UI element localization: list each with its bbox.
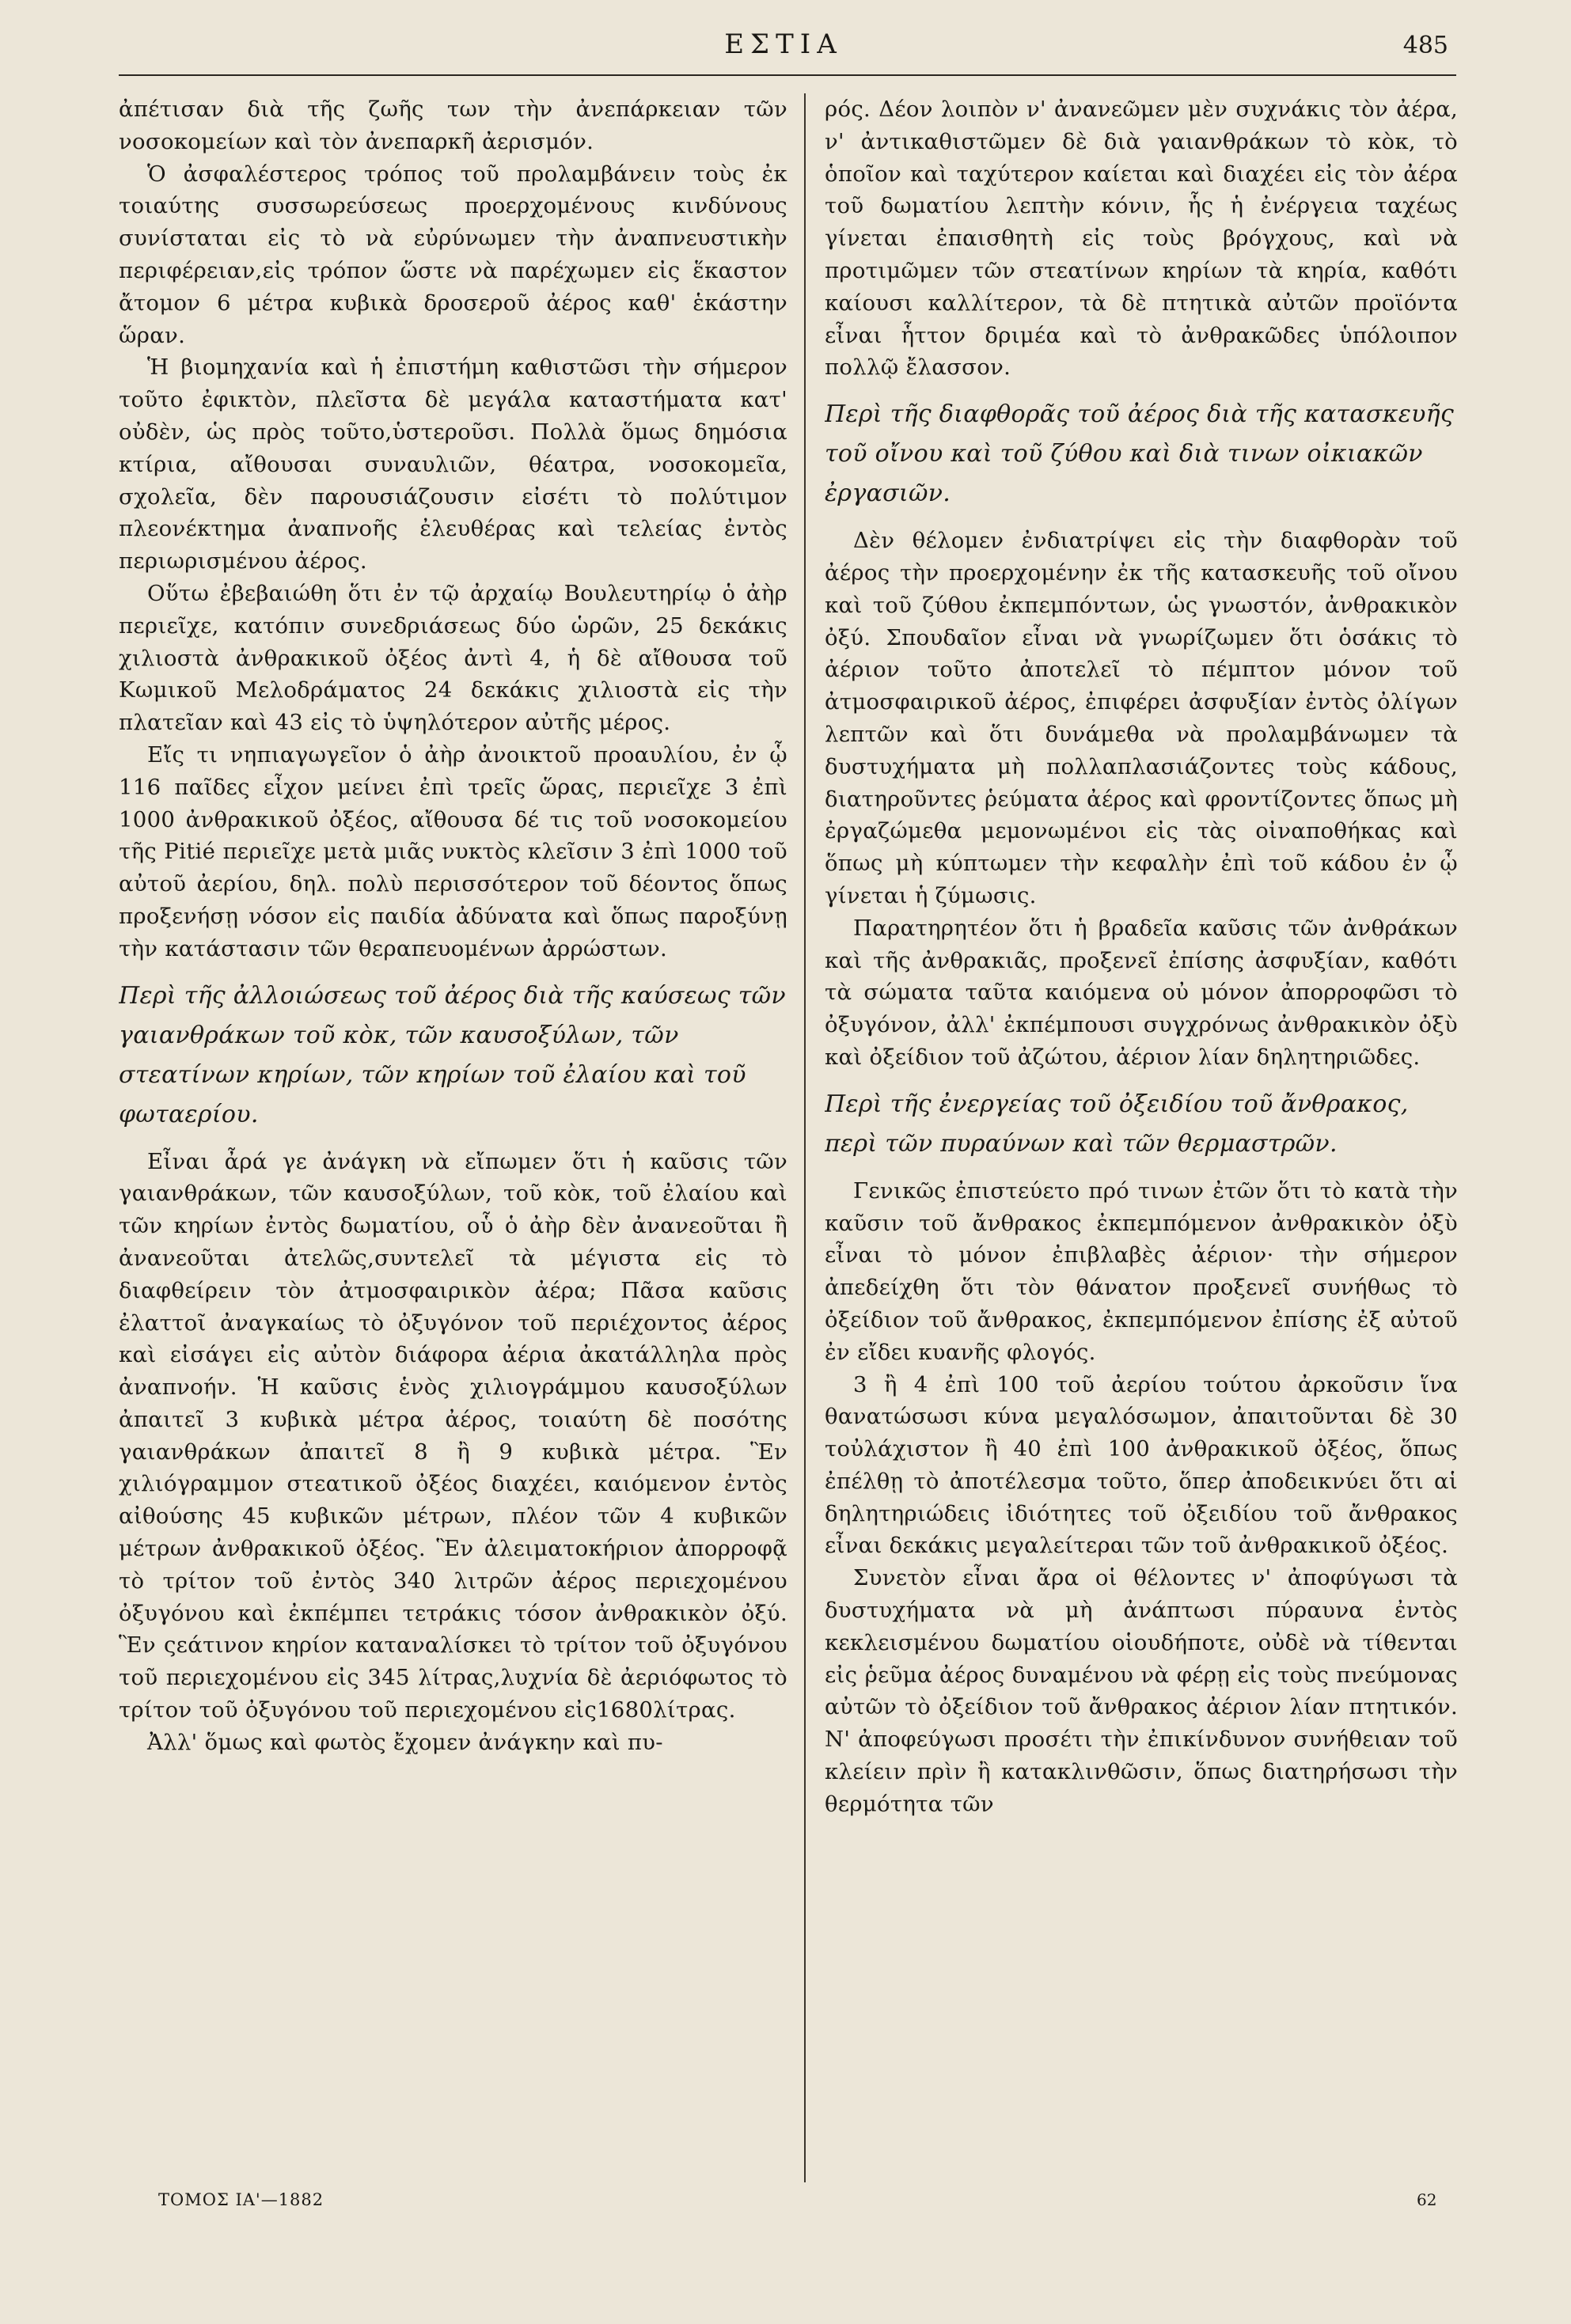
left-column xyxy=(119,93,787,2182)
left-paragraph-4: Οὕτω ἐβεβαιώθη ὅτι ἐν τῷ ἀρχαίῳ Βουλευτηρίῳ ὁ ἀὴρ περιεῖχε, κατόπιν συνεδριάσεως δύο ὡρῶν, 25 δεκάκις χιλιοστὰ ἀνθρακικοῦ ὀξέος ἀντὶ 4, ἡ δὲ αἴθουσα τοῦ Κωμικοῦ Μελοδράματος 24 δεκάκις χιλιοστὰ εἰς τὴν πλατεῖαν καὶ 43 εἰς τὸ ὑψηλότερον αὐτῆς μέρος. xyxy=(119,580,787,736)
left-paragraph-2: Ὁ ἀσφαλέστερος τρόπος τοῦ προλαμβάνειν τοὺς ἐκ τοιαύτης συσσωρεύσεως προερχομένους κινδύνους συνίσταται εἰς τὸ νὰ εὐρύνωμεν τὴν ἀναπνευστικὴν περιφέρειαν,εἰς τρόπον ὥστε νὰ παρέχωμεν εἰς ἕκαστον ἄτομον 6 μέτρα κυβικὰ δροσεροῦ ἀέρος καθ' ἑκάστην ὥραν. xyxy=(119,161,787,348)
left-paragraph-5: Εἴς τι νηπιαγωγεῖον ὁ ἀὴρ ἀνοικτοῦ προαυλίου, ἐν ᾧ 116 παῖδες εἶχον μείνει ἐπὶ τρεῖς ὥρας, περιεῖχε 3 ἐπὶ 1000 ἀνθρακικοῦ ὀξέος, αἴθουσα δέ τις τοῦ νοσοκομείου τῆς Pitié περιεῖχε μετὰ μιᾶς νυκτὸς κλεῖσιν 3 ἐπὶ 1000 τοῦ αὐτοῦ ἀερίου, δηλ. πολὺ περισσότερον τοῦ δέοντος ὅπως προξενήσῃ νόσον εἰς παιδία ἀδύνατα καὶ ὅπως παροξύνῃ τὴν κατάστασιν τῶν θεραπευομένων ἀρρώστων. xyxy=(119,741,787,961)
volume-footer: ΤΟΜΟΣ ΙΑ'—1882 xyxy=(158,2190,324,2209)
left-paragraph-7: Ἀλλ' ὅμως καὶ φωτὸς ἔχομεν ἀνάγκην καὶ πυ- xyxy=(147,1729,663,1755)
right-paragraph-6: Συνετὸν εἶναι ἄρα οἱ θέλοντες ν' ἀποφύγωσι τὰ δυστυχήματα νὰ μὴ ἀνάπτωσι πύραυνα ἐντὸς κεκλεισμένου δωματίου οἱουδήποτε, οὐδὲ νὰ τίθενται εἰς ῥεῦμα ἀέρος δυναμένου νὰ φέρῃ εἰς τοὺς πνεύμονας αὐτῶν τὸ ὀξείδιον τοῦ ἄνθρακος ἀέριον λίαν πτητικόν. Ν' ἀποφεύγωσι προσέτι τὴν ἐπικίνδυνον συνήθειαν τοῦ κλείειν πρὶν ἢ κατακλινθῶσιν, ὅπως διατηρήσωσι τὴν θερμότητα τῶν xyxy=(825,1565,1458,1817)
left-paragraph-1: ἀπέτισαν διὰ τῆς ζωῆς των τὴν ἀνεπάρκειαν τῶν νοσοκομείων καὶ τὸν ἀνεπαρκῆ ἀερισμόν. xyxy=(119,97,787,154)
right-paragraph-5: 3 ἢ 4 ἐπὶ 100 τοῦ ἀερίου τούτου ἀρκοῦσιν ἵνα θανατώσωσι κύνα μεγαλόσωμον, ἀπαιτοῦνται δὲ 30 τοὐλάχιστον ἢ 40 ἐπὶ 100 ἀνθρακικοῦ ὀξέος, ὅπως ἐπέλθῃ τὸ ἀποτέλεσμα τοῦτο, ὅπερ ἀποδεικνύει ὅτι αἱ δηλητηριώδεις ἰδιότητες τοῦ ὀξειδίου τοῦ ἄνθρακος εἶναι δεκάκις μεγαλείτεραι τῶν τοῦ ἀνθρακικοῦ ὀξέος. xyxy=(825,1371,1458,1559)
left-paragraph-6: Εἶναι ἆρά γε ἀνάγκη νὰ εἴπωμεν ὅτι ἡ καῦσις τῶν γαιανθράκων, τῶν καυσοξύλων, τοῦ κὸκ, τοῦ ἐλαίου καὶ τῶν κηρίων ἐντὸς δωματίου, οὗ ὁ ἀὴρ δὲν ἀνανεοῦται ἢ ἀνανεοῦται ἀτελῶς,συντελεῖ τὰ μέγιστα εἰς τὸ διαφθείρειν τὸν ἀτμοσφαιρικὸν ἀέρα; Πᾶσα καῦσις ἐλαττοῖ ἀναγκαίως τὸ ὀξυγόνον τοῦ περιέχοντος ἀέρος καὶ εἰσάγει εἰς αὐτὸν διάφορα ἀέρια ἀκατάλληλα πρὸς ἀναπνοήν. Ἡ καῦσις ἑνὸς χιλιογράμμου καυσοξύλων ἀπαιτεῖ 3 κυβικὰ μέτρα ἀέρος, τοιαύτη δὲ ποσότης γαιανθράκων ἀπαιτεῖ 8 ἢ 9 κυβικὰ μέτρα. Ἓν χιλιόγραμμον στεατικοῦ ὀξέος διαχέει, καιόμενον ἐντὸς αἰθούσης 45 κυβικῶν μέτρων, πλέον τῶν 4 κυβικῶν μέτρων ἀνθρακικοῦ ὀξέος. Ἓν ἀλειματοκήριον ἀπορροφᾷ τὸ τρίτον τοῦ ἐντὸς 340 λιτρῶν ἀέρος περιεχομένου ὀξυγόνου καὶ ἐκπέμπει τετράκις τόσον ἀνθρακικὸν ὀξύ. Ἓν ςεάτινον κηρίον καταναλίσκει τὸ τρίτον τοῦ ὀξυγόνου τοῦ περιεχομένου εἰς 345 λίτρας,λυχνία δὲ ἀεριόφωτος τὸ τρίτον τοῦ ὀξυγόνου τοῦ περιεχομένου εἰς1680λίτρας. xyxy=(119,1148,787,1723)
right-paragraph-2: Δὲν θέλομεν ἐνδιατρίψει εἰς τὴν διαφθορὰν τοῦ ἀέρος τὴν προερχομένην ἐκ τῆς κατασκευῆς τοῦ οἴνου καὶ τοῦ ζύθου ἐκπεμπόντων, ὡς γνωστόν, ἀνθρακικὸν ὀξύ. Σπουδαῖον εἶναι νὰ γνωρίζωμεν ὅτι ὁσάκις τὸ ἀέριον τοῦτο ἀποτελεῖ τὸ πέμπτον μόνον τοῦ ἀτμοσφαιρικοῦ ἀέρος, ἐπιφέρει ἀσφυξίαν ἐντὸς ὀλίγων λεπτῶν καὶ ὅτι δυνάμεθα νὰ προλαμβάνωμεν τὰ δυστυχήματα μὴ πολλαπλασιάζοντες τοὺς κάδους, διατηροῦντες ῥεύματα ἀέρος καὶ φροντίζοντες ὅπως μὴ ἐργαζώμεθα μεμονωμένοι εἰς τὰς οἰναποθήκας καὶ ὅπως μὴ κύπτωμεν τὴν κεφαλὴν ἐπὶ τοῦ κάδου ἐν ᾧ γίνεται ἡ ζύμωσις. xyxy=(825,528,1458,908)
right-paragraph-3: Παρατηρητέον ὅτι ἡ βραδεῖα καῦσις τῶν ἀνθράκων καὶ τῆς ἀνθρακιᾶς, προξενεῖ ἐπίσης ἀσφυξίαν, καθότι τὰ σώματα ταῦτα καιόμενα οὐ μόνον ἀπορροφῶσι τὸ ὀξυγόνον, ἀλλ' ἐκπέμπουσι συγχρόνως ἀνθρακικὸν ὀξὺ καὶ ὀξείδιον τοῦ ἀζώτου, ἀέριον λίαν δηλητηριῶδες. xyxy=(825,915,1458,1070)
header-rule xyxy=(119,74,1456,76)
signature-mark: 62 xyxy=(1417,2190,1437,2209)
right-paragraph-4: Γενικῶς ἐπιστεύετο πρό τινων ἐτῶν ὅτι τὸ κατὰ τὴν καῦσιν τοῦ ἄνθρακος ἐκπεμπόμενον ἀνθρακικὸν ὀξὺ εἶναι τὸ μόνον ἐπιβλαβὲς ἀέριον· τὴν σήμερον ἀπεδείχθη ὅτι τὸν θάνατον προξενεῖ συνήθως τὸ ὀξείδιον τοῦ ἄνθρακος, ἐκπεμπόμενον ἐπίσης ἐξ αὐτοῦ ἐν εἴδει κυανῆς φλογός. xyxy=(825,1177,1458,1365)
page-header xyxy=(119,24,1448,71)
running-title: ΕΣΤΙΑ xyxy=(724,28,843,60)
right-section-heading-2: Περὶ τῆς ἐνεργείας τοῦ ὀξειδίου τοῦ ἄνθρακος, περὶ τῶν πυραύνων καὶ τῶν θερμαστρῶν. xyxy=(825,1090,1409,1158)
right-paragraph-1: ρός. Δέον λοιπὸν ν' ἀνανεῶμεν μὲν συχνάκις τὸν ἀέρα, ν' ἀντικαθιστῶμεν δὲ διὰ γαιανθράκων τὸ κὸκ, τὸ ὁποῖον καὶ ταχύτερον καίεται καὶ διαχέει εἰς τὸν ἀέρα τοῦ δωματίου λεπτὴν κόνιν, ἧς ἡ ἐνέργεια ταχέως γίνεται ἐπαισθητὴ εἰς τοὺς βρόγχους, καὶ νὰ προτιμῶμεν τῶν στεατίνων κηρίων τὰ κηρία, καθότι καίουσι καλλίτερον, τὰ δὲ πτητικὰ αὐτῶν προϊόντα εἶναι ἧττον δριμέα καὶ τὸ ἀνθρακῶδες ὑπόλοιπον πολλῷ ἔλασσον. xyxy=(825,97,1458,381)
left-section-heading: Περὶ τῆς ἀλλοιώσεως τοῦ ἀέρος διὰ τῆς καύσεως τῶν γαιανθράκων τοῦ κὸκ, τῶν καυσοξύλων, τῶν στεατίνων κηρίων, τῶν κηρίων τοῦ ἐλαίου καὶ τοῦ φωταερίου. xyxy=(119,981,786,1128)
right-column xyxy=(825,93,1458,2182)
column-divider xyxy=(804,93,806,2182)
page-number: 485 xyxy=(1402,32,1448,59)
right-section-heading-1: Περὶ τῆς διαφθορᾶς τοῦ ἀέρος διὰ τῆς κατασκευῆς τοῦ οἴνου καὶ τοῦ ζύθου καὶ διὰ τινων οἰκιακῶν ἐργασιῶν. xyxy=(825,400,1455,508)
left-paragraph-3: Ἡ βιομηχανία καὶ ἡ ἐπιστήμη καθιστῶσι τὴν σήμερον τοῦτο ἐφικτὸν, πλεῖστα δὲ μεγάλα καταστήματα κατ' οὐδὲν, ὡς πρὸς τοῦτο,ὑστεροῦσι. Πολλὰ ὅμως δημόσια κτίρια, αἴθουσαι συναυλιῶν, θέατρα, νοσοκομεῖα, σχολεῖα, δὲν παρουσιάζουσιν εἰσέτι τὸ πολύτιμον πλεονέκτημα ἀναπνοῆς ἐλευθέρας καὶ τελείας ἐντὸς περιωρισμένου ἀέρος. xyxy=(119,354,787,574)
